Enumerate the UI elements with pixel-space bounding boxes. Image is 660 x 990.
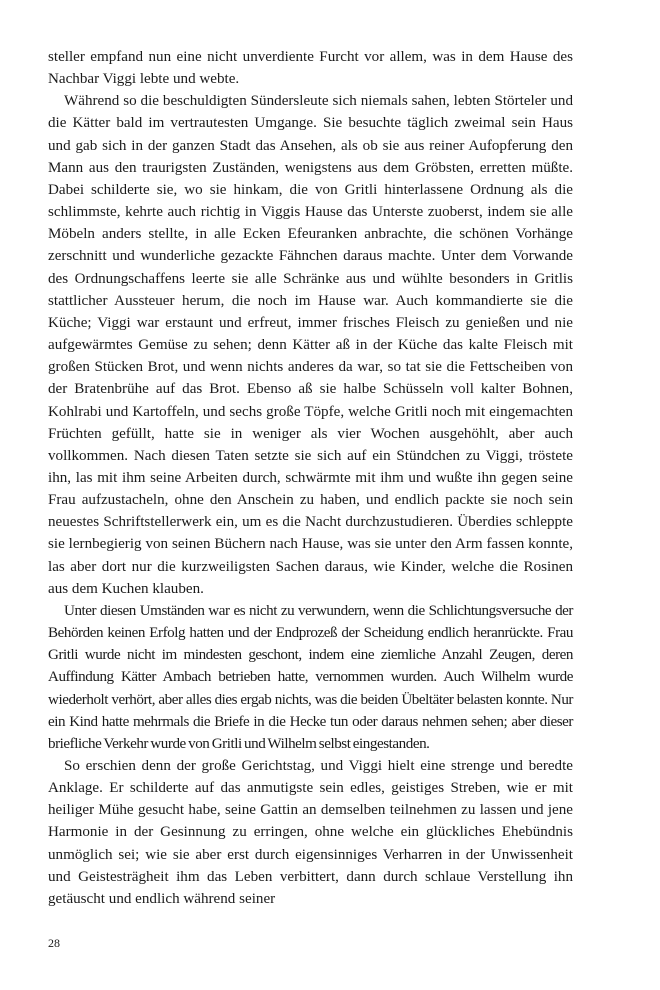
body-text [48,46,573,910]
paragraph-3: Unter diesen Umständen war es nicht zu verwundern, wenn die Schlichtungsversuche der Behörden keinen Erfolg hatten und der Endprozeß der Scheidung endlich heranrückte. Frau Gritli wurde nicht im mindesten geschont, indem eine ziemliche Anzahl Zeugen, deren Auffindung Kätter Ambach betrieben hatte, vernommen wurden. Auch Wilhelm wurde wiederholt verhört, aber alles dies ergab nichts, was die beiden Übeltäter belasten konnte. Nur ein Kind hatte mehrmals die Briefe in die Hecke tun oder daraus nehmen sehen; aber dieser briefliche Verkehr wurde von Gritli und Wilhelm selbst eingestanden. [48,602,573,752]
paragraph-2: Während so die beschuldigten Sündersleute sich niemals sahen, lebten Störteler und die Kätter bald im vertrautesten Umgange. Sie besuchte täglich zweimal sein Haus und gab sich in der ganzen Stadt das Ansehen, als ob sie aus reiner Aufopferung den Mann aus den traurigsten Zuständen, wenigstens aus dem Gröbsten, erretten müßte. Dabei schilderte sie, wo sie hinkam, die von Gritli hinterlassene Ordnung als die schlimmste, kehrte auch richtig in Viggis Hause das Unterste zuoberst, indem sie alle Möbeln anders stellte, in alle Ecken Efeuranken anbrachte, die schönen Vorhänge zerschnitt und wunderliche gezackte Fähnchen daraus machte. Unter dem Vorwande des Ordnungschaffens leerte sie alle Schränke aus und wühlte besonders in Gritlis stattlicher Aussteuer herum, die noch im Hause war. Auch kommandierte sie die Küche; Viggi war erstaunt und erfreut, immer frisches Fleisch zu genießen und nie aufgewärmtes Gemüse zu sehen; denn Kätter aß in der Küche das kalte Fleisch mit großen Stücken Brot, und wenn nichts anderes da war, so tat sie die Fettscheiben von der Bratenbrühe auf das Brot. Ebenso aß sie halbe Schüsseln voll kalter Bohnen, Kohlrabi und Kartoffeln, und sechs große Töpfe, welche Gritli noch mit eingemachten Früchten gefüllt, hatte sie in weniger als vier Wochen ausgehöhlt, aber auch vollkommen. Nach diesen Taten setzte sie sich auf ein Stündchen zu Viggi, tröstete ihn, las mit ihm seine Arbeiten durch, schwärmte mit ihm und wußte ihn gegen seine Frau aufzustacheln, ohne den Anschein zu haben, und endlich packte sie noch sein neuestes Schriftstellerwerk ein, um es die Nacht durchzustudieren. Überdies schleppte sie lernbegierig von seinen Büchern nach Hause, was sie unter den Arm fassen konnte, las aber dort nur die kurzweiligsten Sachen daraus, wie Kinder, welche die Rosinen aus dem Kuchen klauben. [48,93,573,597]
page-number: 28 [48,936,60,950]
paragraph-1-continuation: steller empfand nun eine nicht unverdiente Furcht vor allem, was in dem Hause des Nachbar Viggi lebte und webte. [48,49,573,88]
paragraph-4: So erschien denn der große Gerichtstag, und Viggi hielt eine strenge und beredte Anklage. Er schilderte auf das anmutigste sein edles, geistiges Streben, wie er mit heiliger Mühe gesucht habe, seine Gattin an demselben teilnehmen zu lassen und jene Harmonie in der Gesinnung zu erringen, ohne welche ein glückliches Ehebündnis unmöglich sei; wie sie aber erst durch eigensinniges Verharren in der Unwissenheit und Geistesträgheit ihm das Leben verbittert, dann durch schlaue Verstellung ihn getäuscht und endlich während seiner [48,758,573,907]
